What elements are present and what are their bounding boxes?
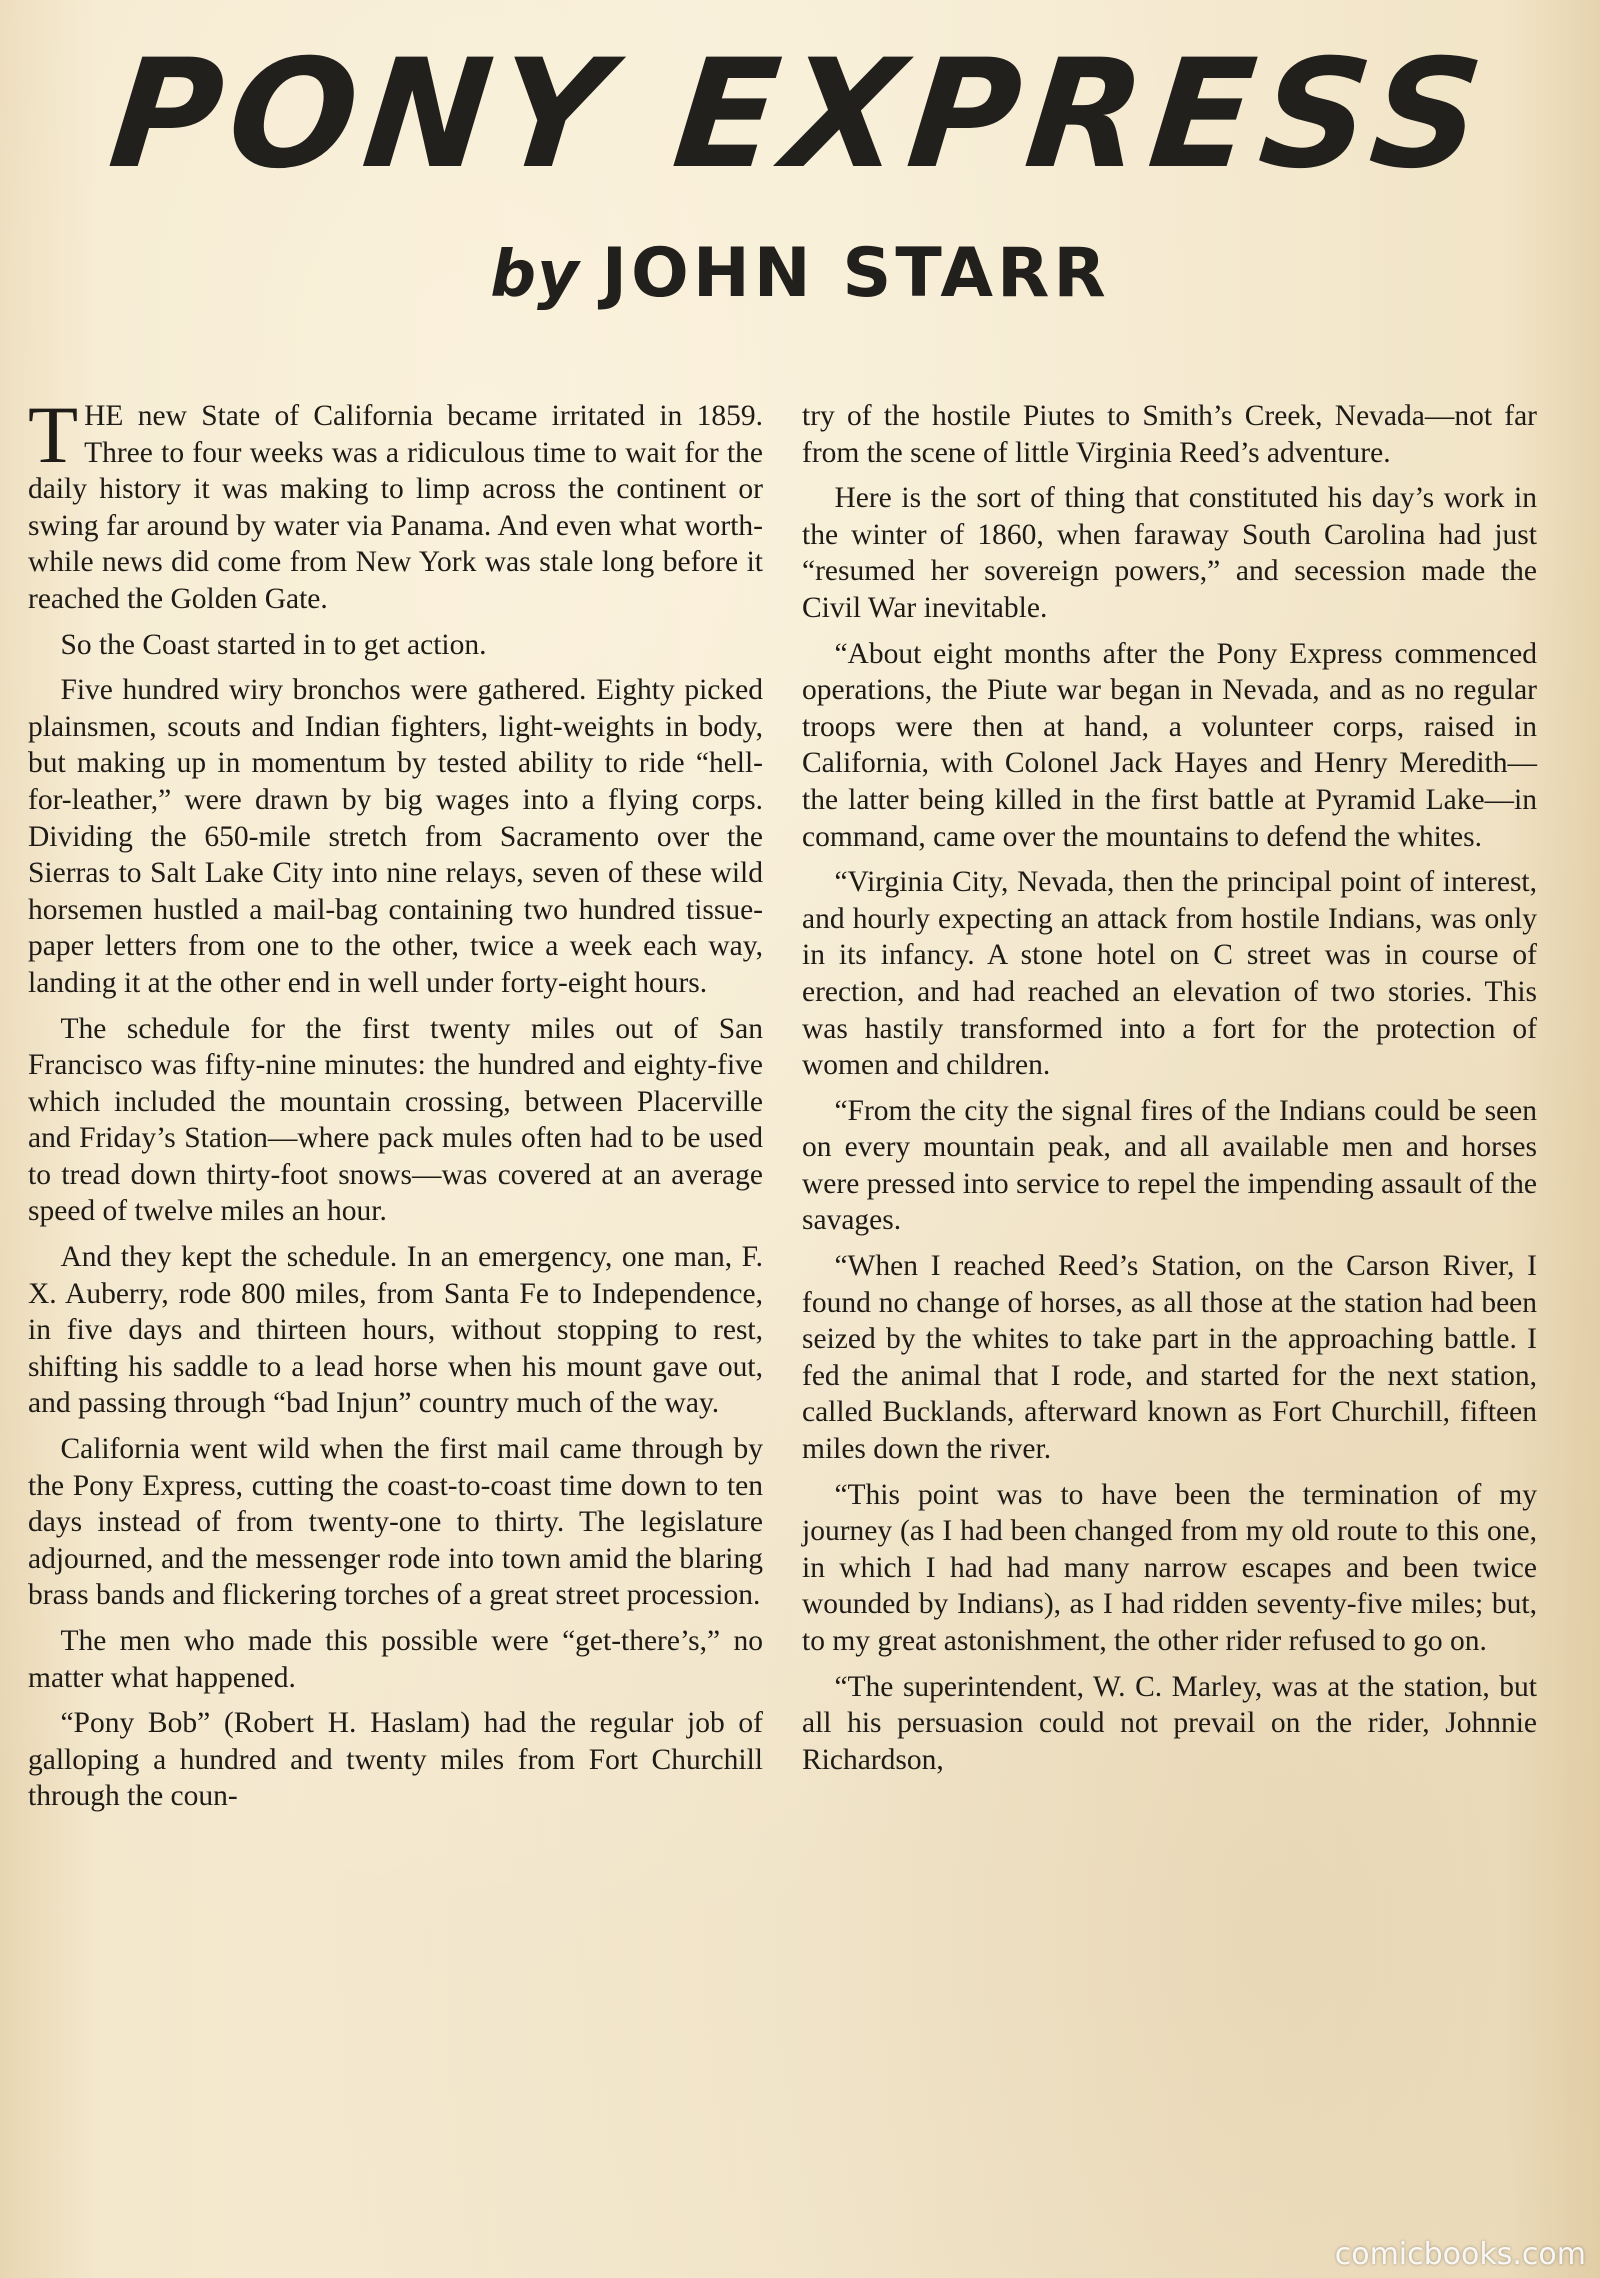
paragraph: “This point was to have been the termination of my journey (as I had been changed from my old route to this one, in which I had had many narrow escapes and been twice wounded by Indians), as I had ridden seventy-five miles; but, to my great astonishment, the other rider refused to go on.	[802, 1478, 1537, 1657]
right-column	[802, 398, 1537, 1787]
paragraph: Five hundred wiry bronchos were gathered. Eighty picked plainsmen, scouts and Indian fighters, light-weights in body, but making up in momentum by tested ability to ride “hell-for-leather,” were drawn by big wages into a flying corps. Dividing the 650-mile stretch from Sacramento over the Sierras to Salt Lake City into nine relays, seven of these wild horsemen hustled a mail-bag containing two hundred tissue-paper letters from one to the other, twice a week each way, landing it at the other end in well under forty-eight hours.	[28, 674, 763, 999]
paragraph: “Pony Bob” (Robert H. Haslam) had the regular job of galloping a hundred and twenty miles from Fort Churchill through the coun-	[28, 1707, 763, 1813]
article-title: PONY EXPRESS	[102, 28, 1498, 202]
paragraph: “When I reached Reed’s Station, on the Carson River, I found no change of horses, as all those at the station had been seized by the whites to take part in the approaching battle. I fed the animal that I rode, and started for the next station, called Bucklands, afterward known as Fort Churchill, fifteen miles down the river.	[802, 1250, 1537, 1466]
paragraph: “The superintendent, W. C. Marley, was at the station, but all his persuasion could not prevail on the rider, Johnnie Richardson,	[802, 1670, 1537, 1776]
byline	[0, 234, 1600, 313]
paragraph: California went wild when the first mail came through by the Pony Express, cutting the coast-to-coast time down to ten days instead of from twenty-one to thirty. The legislature adjourned, and the messenger rode into town amid the blaring brass bands and flickering torches of a great street procession.	[28, 1433, 763, 1612]
byline-author: JOHN STARR	[601, 234, 1110, 313]
paragraph: “Virginia City, Nevada, then the principal point of interest, and hourly expecting an attack from hostile Indians, was only in its infancy. A stone hotel on C street was in course of erection, and had reached an elevation of two stories. This was hastily transformed into a fort for the protection of women and children.	[802, 866, 1537, 1082]
left-column	[28, 389, 763, 1824]
paragraph: So the Coast started in to get action.	[60, 628, 487, 661]
drop-cap: T	[28, 389, 79, 480]
paragraph: And they kept the schedule. In an emergency, one man, F. X. Auberry, rode 800 miles, from Santa Fe to Independence, in five days and thirteen hours, without stopping to rest, shifting his saddle to a lead horse when his mount gave out, and passing through “bad Injun” country much of the way.	[28, 1241, 763, 1420]
paragraph: “About eight months after the Pony Express commenced operations, the Piute war began in Nevada, and as no regular troops were then at hand, a volunteer corps, raised in California, with Colonel Jack Hayes and Henry Meredith—the latter being killed in the first battle at Pyramid Lake—in command, came over the mountains to defend the whites.	[802, 637, 1537, 853]
paragraph: Here is the sort of thing that constituted his day’s work in the winter of 1860, when faraway South Carolina had just “resumed her sovereign powers,” and secession made the Civil War inevitable.	[802, 482, 1537, 624]
paragraph: The men who made this possible were “get-there’s,” no matter what happened.	[28, 1625, 763, 1694]
paragraph: “From the city the signal fires of the Indians could be seen on every mountain peak, and all available men and horses were pressed into service to repel the impending assault of the savages.	[802, 1094, 1537, 1237]
paragraph: THE new State of California became irritated in 1859. Three to four weeks was a ridiculous time to wait for the daily history it was making to limp across the continent or swing far around by water via Panama. And even what worth-while news did come from New York was stale long before it reached the Golden Gate.	[28, 389, 763, 615]
watermark: comicbooks.com	[1334, 2237, 1586, 2272]
byline-by: by	[490, 238, 580, 312]
paragraph: The schedule for the first twenty miles out of San Francisco was fifty-nine minutes: the hundred and eighty-five which included the mountain crossing, between Placerville and Friday’s Station—where pack mules often had to be used to tread down thirty-foot snows—was covered at an average speed of twelve miles an hour.	[28, 1012, 763, 1228]
paragraph: try of the hostile Piutes to Smith’s Creek, Nevada—not far from the scene of little Virginia Reed’s adventure.	[802, 400, 1537, 469]
